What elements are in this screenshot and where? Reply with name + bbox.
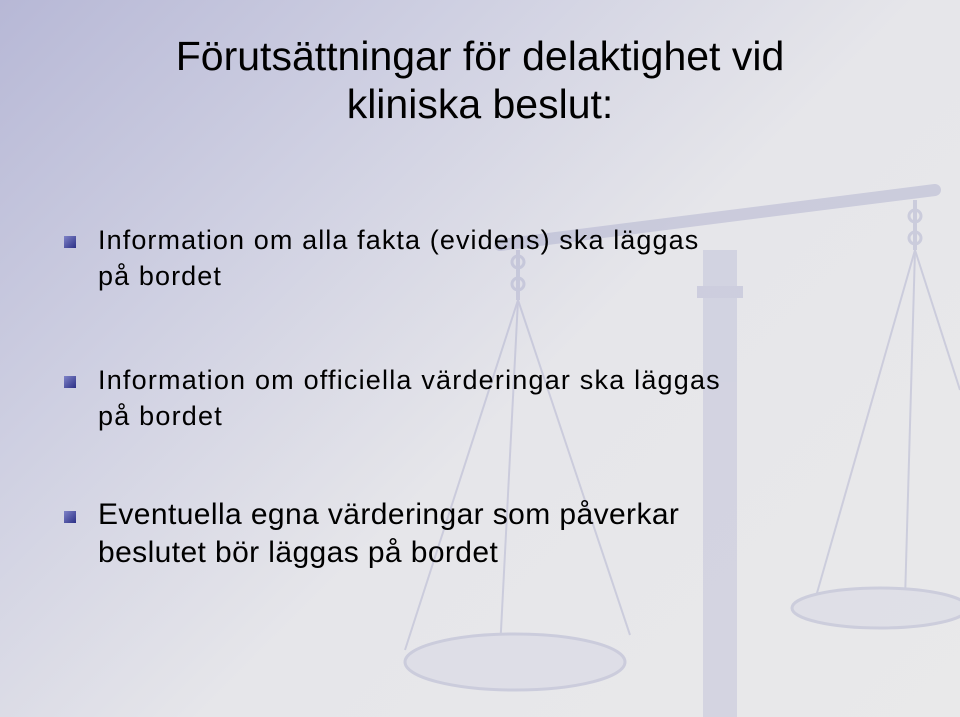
bullet-text-line-1: Information om officiella värderingar ska läggas <box>98 365 721 395</box>
bullet-list <box>58 222 908 572</box>
bullet-item <box>58 222 908 294</box>
bullet-item <box>58 362 908 434</box>
bullet-text-line-1: Information om alla fakta (evidens) ska läggas <box>98 225 700 255</box>
bullet-item <box>58 496 908 572</box>
bullet-text-line-2: på bordet <box>98 261 222 291</box>
square-bullet-icon <box>64 236 76 248</box>
bullet-text-line-2: på bordet <box>98 401 223 431</box>
slide-title <box>60 32 900 128</box>
square-bullet-icon <box>64 376 76 388</box>
slide-title-line-2: kliniska beslut: <box>346 81 614 127</box>
slide-title-line-1: Förutsättningar för delaktighet vid <box>175 33 785 79</box>
bullet-text-line-1: Eventuella egna värderingar som påverkar <box>98 498 680 531</box>
square-bullet-icon <box>64 511 76 523</box>
bullet-text-line-2: beslutet bör läggas på bordet <box>98 536 499 569</box>
